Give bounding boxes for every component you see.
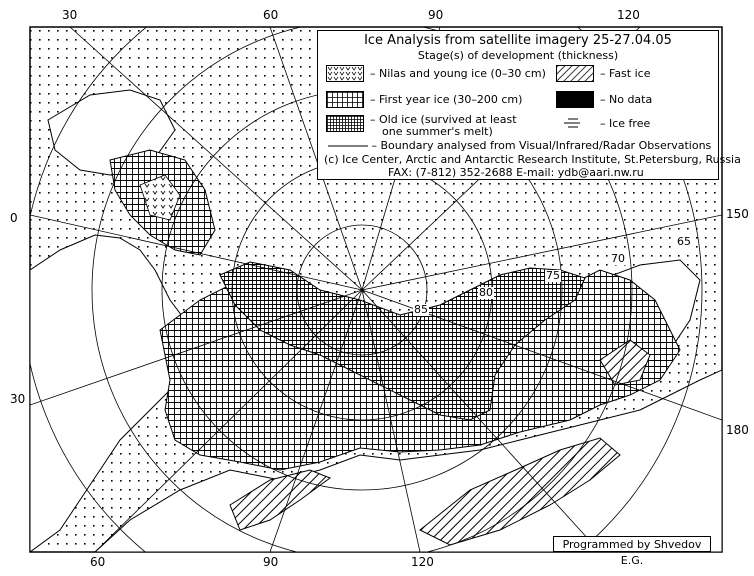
legend-copyright: (c) Ice Center, Arctic and Antarctic Research Institute, St.Petersburg, Russia [324, 153, 741, 166]
swatch-fast-ice [556, 65, 594, 82]
swatch-young-ice [326, 65, 364, 82]
lon-label-bottom-120: 120 [411, 555, 434, 569]
ice-free-symbol-icon [556, 115, 594, 132]
lon-label-top-60: 60 [263, 8, 279, 22]
legend-old-ice-label-2: one summer's melt) [382, 125, 493, 138]
boundary-legend-line [328, 139, 711, 152]
lon-label-top-90: 90 [428, 8, 444, 22]
lat-label-85: 85 [414, 303, 428, 316]
lon-label-bottom-60: 60 [90, 555, 106, 569]
lat-label-80: 80 [479, 286, 493, 299]
legend-title: Ice Analysis from satellite imagery 25-27.04.05 [364, 33, 672, 48]
legend-young-ice-label: – Nilas and young ice (0–30 cm) [370, 67, 546, 80]
legend-fast-ice-label: – Fast ice [600, 67, 651, 80]
programmer-credit: Programmed by Shvedov E.G. [553, 536, 711, 552]
lon-label-top-30: 30 [62, 8, 78, 22]
lon-label-left-0: 0 [10, 211, 18, 225]
legend-subtitle: Stage(s) of development (thickness) [417, 49, 619, 62]
legend-boundary-label: – Boundary analysed from Visual/Infrared/Radar Observations [371, 139, 712, 152]
lat-label-70: 70 [611, 252, 625, 265]
lon-label-top-120: 120 [617, 8, 640, 22]
legend-old-ice-label-1: – Old ice (survived at least [370, 113, 517, 126]
lon-label-bottom-90: 90 [263, 555, 279, 569]
legend-no-data-label: – No data [600, 93, 653, 106]
lon-label-right-150: 150 [726, 207, 749, 221]
swatch-first-year-ice [326, 91, 364, 108]
lat-label-65: 65 [677, 235, 691, 248]
lon-label-right-180: 180 [726, 423, 749, 437]
swatch-no-data [556, 91, 594, 108]
lon-label-left-30: 30 [10, 392, 26, 406]
legend-ice-free-label: – Ice free [600, 117, 651, 130]
swatch-old-ice [326, 115, 364, 132]
legend-contact: FAX: (7-812) 352-2688 E-mail: ydb@aari.nw.ru [388, 166, 644, 179]
lat-label-75: 75 [546, 269, 560, 282]
legend-panel [317, 30, 741, 180]
legend-first-year-label: – First year ice (30–200 cm) [370, 93, 523, 106]
